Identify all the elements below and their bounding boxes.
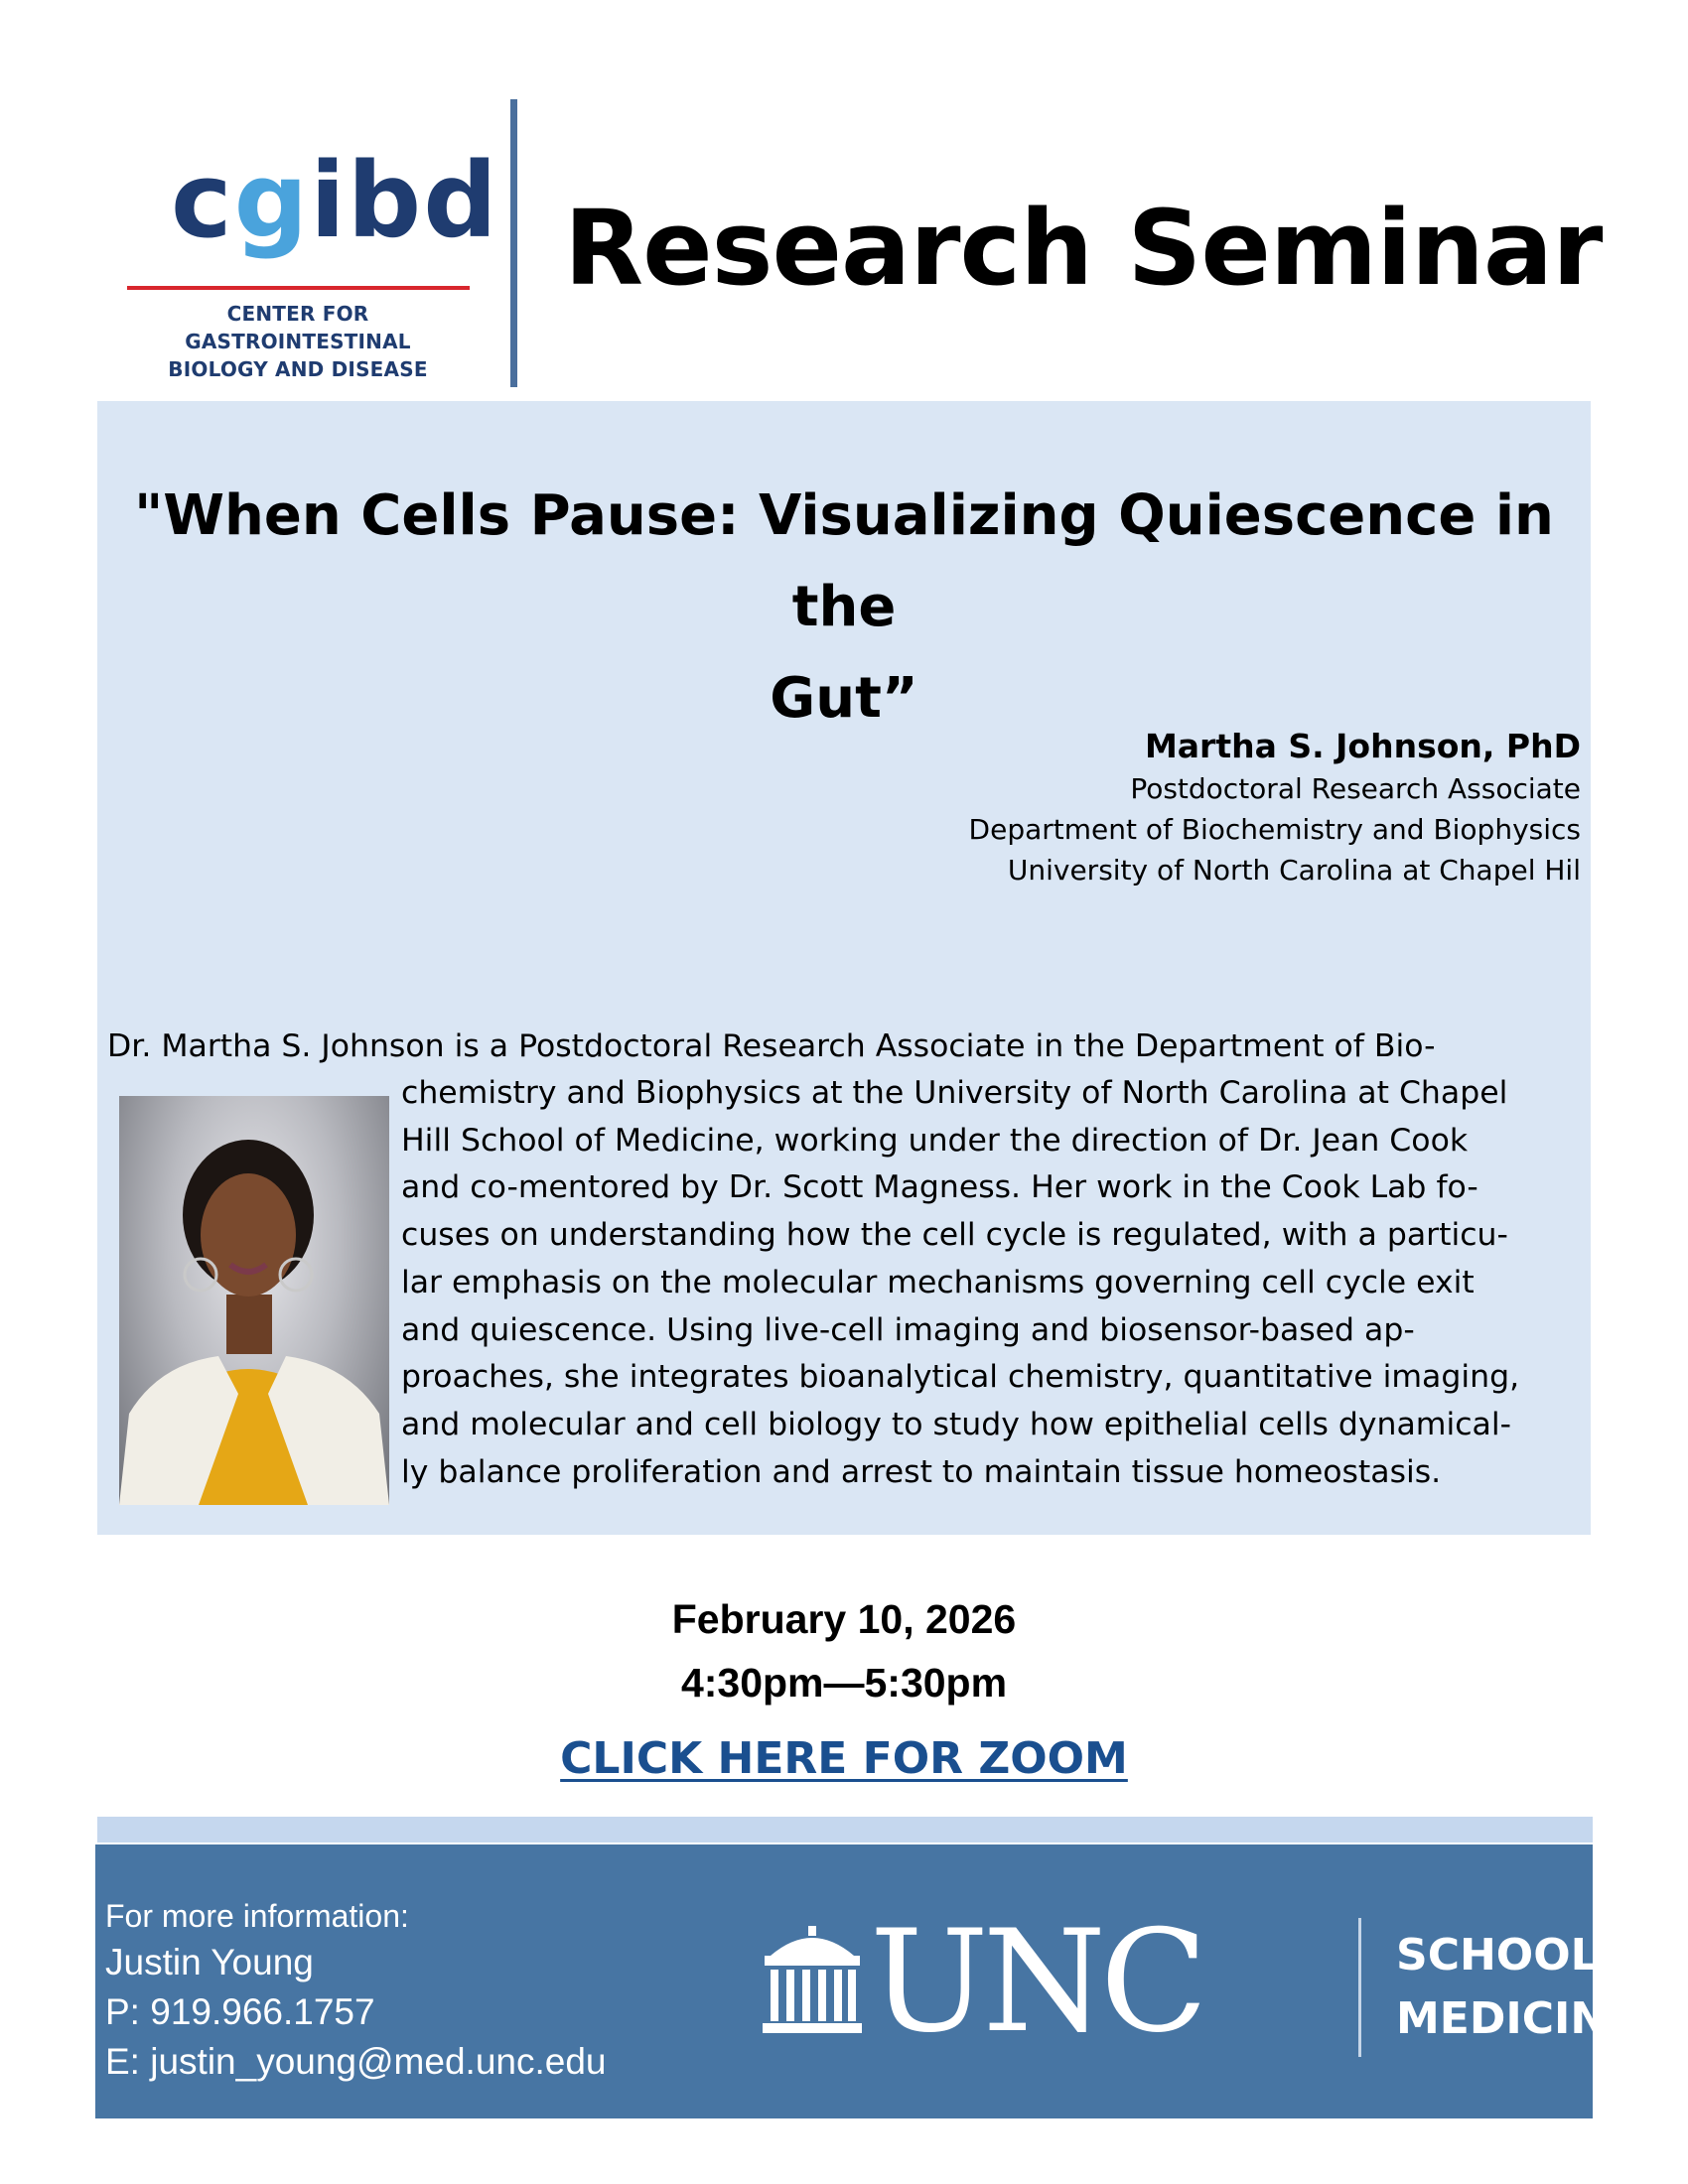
logo-caption xyxy=(119,300,477,383)
bio-line-1: Dr. Martha S. Johnson is a Postdoctoral Research Associate in the Department of Bio- xyxy=(107,1028,1436,1064)
contact-email: E: justin_young@med.unc.edu xyxy=(105,2041,607,2082)
bio-line: and molecular and cell biology to study how epithelial cells dynamical- xyxy=(401,1406,1511,1442)
speaker-portrait-icon xyxy=(119,1096,389,1505)
zoom-link-container xyxy=(0,1731,1688,1787)
old-well-icon xyxy=(763,1926,862,2035)
unc-som-logo xyxy=(763,1900,1681,2064)
bio-line: Hill School of Medicine, working under the direction of Dr. Jean Cook xyxy=(401,1122,1469,1159)
logo-caption-line1: CENTER FOR GASTROINTESTINAL xyxy=(185,302,411,353)
bio-line: and quiescence. Using live-cell imaging and biosensor-based ap- xyxy=(401,1311,1415,1348)
contact-info xyxy=(105,1894,607,2087)
contact-phone: P: 919.966.1757 xyxy=(105,1991,375,2032)
speaker-position: Postdoctoral Research Associate xyxy=(1130,772,1581,805)
bio-line: chemistry and Biophysics at the University of North Carolina at Chapel xyxy=(401,1075,1508,1111)
unc-wordmark: UNC xyxy=(870,1900,1202,2064)
footer-accent-strip xyxy=(97,1817,1593,1843)
logo-letter-c: c xyxy=(171,140,234,261)
bio-line: lar emphasis on the molecular mechanisms governing cell cycle exit xyxy=(401,1264,1475,1300)
logo-letter-g: g xyxy=(233,140,311,261)
speaker-department: Department of Biochemistry and Biophysics xyxy=(968,813,1581,846)
bio-line: and co-mentored by Dr. Scott Magness. Her work in the Cook Lab fo- xyxy=(401,1169,1478,1206)
school-of-medicine-text xyxy=(1396,1924,1680,2051)
school-line1: SCHOOL OF xyxy=(1396,1930,1681,1980)
speaker-photo xyxy=(119,1096,389,1505)
contact-heading: For more information: xyxy=(105,1898,409,1934)
unc-logo-divider xyxy=(1358,1918,1361,2057)
cgibd-logo xyxy=(119,140,499,381)
bio-line: proaches, she integrates bioanalytical chemistry, quantitative imaging, xyxy=(401,1359,1520,1396)
speaker-institution: University of North Carolina at Chapel Hil xyxy=(1007,854,1581,887)
header-divider xyxy=(510,99,517,387)
bio-body xyxy=(401,1070,1593,1496)
contact-name: Justin Young xyxy=(105,1942,314,1982)
logo-red-rule xyxy=(127,286,470,290)
talk-title-line1: "When Cells Pause: Visualizing Quiescence in the xyxy=(134,483,1554,639)
bio-line: ly balance proliferation and arrest to maintain tissue homeostasis. xyxy=(401,1453,1442,1490)
speaker-name: Martha S. Johnson, PhD xyxy=(1144,727,1581,765)
logo-letters-ibd: ibd xyxy=(310,140,499,261)
page-title: Research Seminar xyxy=(564,188,1603,309)
speaker-info xyxy=(969,725,1581,890)
school-line2: MEDICINE xyxy=(1396,1993,1637,2044)
seminar-info-panel xyxy=(97,401,1591,1535)
cgibd-wordmark xyxy=(171,140,499,261)
event-date: February 10, 2026 xyxy=(671,1596,1017,1642)
zoom-link[interactable]: CLICK HERE FOR ZOOM xyxy=(560,1733,1128,1784)
event-time: 4:30pm—5:30pm xyxy=(680,1660,1008,1706)
bio-line: cuses on understanding how the cell cycle is regulated, with a particu- xyxy=(401,1217,1508,1254)
talk-title xyxy=(97,471,1591,745)
talk-title-line2: Gut” xyxy=(770,666,918,731)
logo-caption-line2: BIOLOGY AND DISEASE xyxy=(168,357,428,381)
footer xyxy=(95,1844,1681,2118)
